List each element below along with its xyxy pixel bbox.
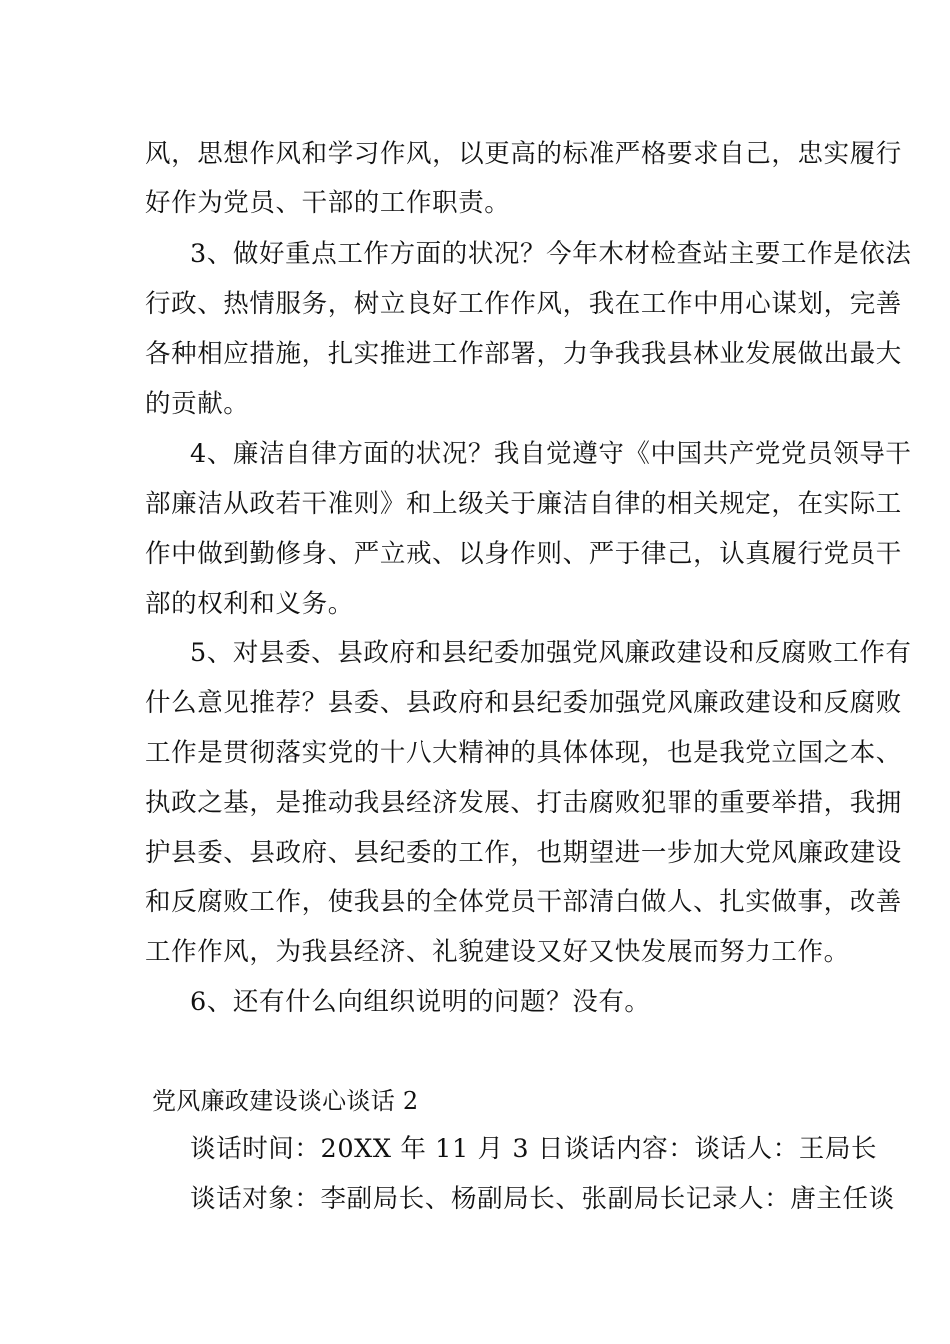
paragraph-line: 部廉洁从政若干准则》和上级关于廉洁自律的相关规定，在实际工 <box>145 489 902 519</box>
paragraph-line: 什么意见推荐？县委、县政府和县纪委加强党风廉政建设和反腐败 <box>145 688 902 718</box>
paragraph-line: 风，思想作风和学习作风，以更高的标准严格要求自己，忠实履行 <box>145 139 902 169</box>
paragraph-line: 5、对县委、县政府和县纪委加强党风廉政建设和反腐败工作有 <box>190 638 912 668</box>
paragraph-line: 工作作风，为我县经济、礼貌建设又好又快发展而努力工作。 <box>145 937 850 967</box>
paragraph-line: 工作是贯彻落实党的十八大精神的具体体现，也是我党立国之本、 <box>145 738 902 768</box>
paragraph-line: 作中做到勤修身、严立戒、以身作则、严于律己，认真履行党员干 <box>145 539 902 569</box>
section-title: 党风廉政建设谈心谈话 2 <box>152 1087 419 1115</box>
paragraph-line: 和反腐败工作，使我县的全体党员干部清白做人、扎实做事，改善 <box>145 887 902 917</box>
meta-line: 谈话对象：李副局长、杨副局长、张副局长记录人：唐主任谈 <box>190 1184 895 1214</box>
paragraph-line: 护县委、县政府、县纪委的工作，也期望进一步加大党风廉政建设 <box>145 838 902 868</box>
paragraph-line: 行政、热情服务，树立良好工作作风，我在工作中用心谋划，完善 <box>145 289 902 319</box>
paragraph-line: 部的权利和义务。 <box>145 589 354 619</box>
paragraph-line: 3、做好重点工作方面的状况？今年木材检查站主要工作是依法 <box>190 239 912 269</box>
meta-line: 谈话时间：20XX 年 11 月 3 日谈话内容：谈话人：王局长 <box>190 1134 878 1164</box>
paragraph-line: 执政之基，是推动我县经济发展、打击腐败犯罪的重要举措，我拥 <box>145 788 902 818</box>
paragraph-line: 各种相应措施，扎实推进工作部署，力争我我县林业发展做出最大 <box>145 339 902 369</box>
paragraph-line: 6、还有什么向组织说明的问题？没有。 <box>190 987 651 1017</box>
paragraph-line: 好作为党员、干部的工作职责。 <box>145 188 511 218</box>
paragraph-line: 的贡献。 <box>145 389 250 419</box>
paragraph-line: 4、廉洁自律方面的状况？我自觉遵守《中国共产党党员领导干 <box>190 439 912 469</box>
